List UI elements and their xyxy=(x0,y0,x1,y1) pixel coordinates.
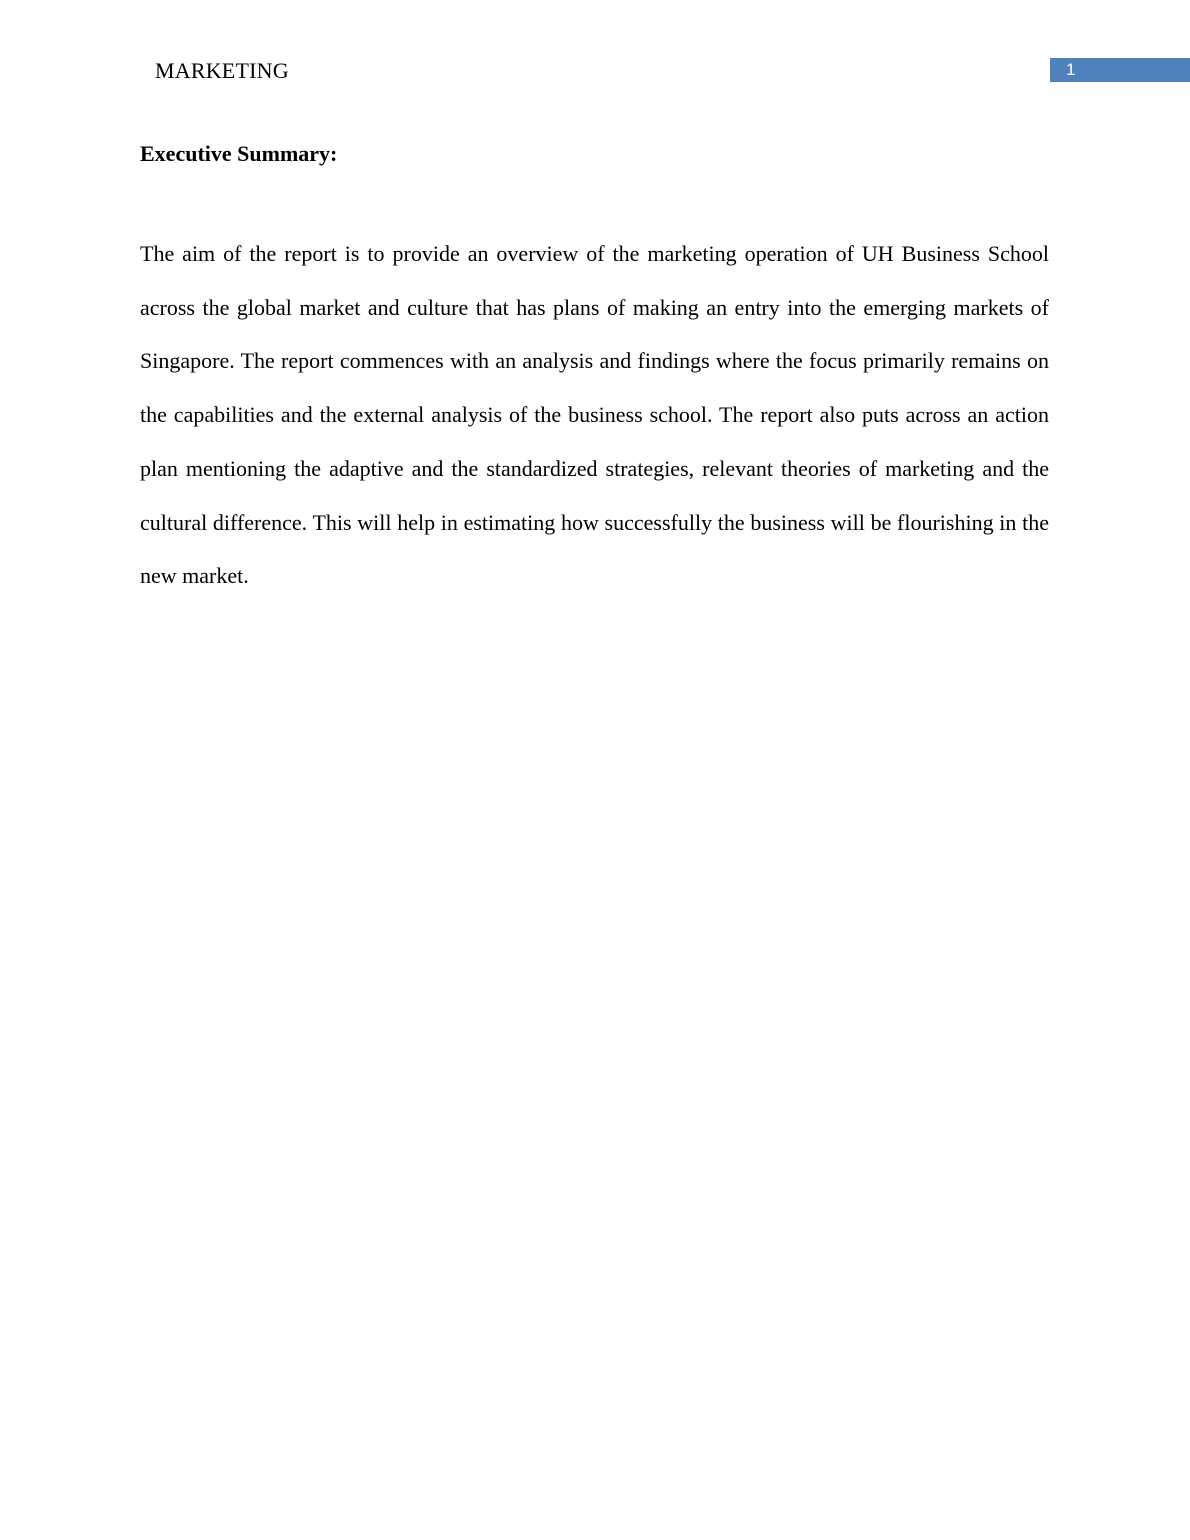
running-header-title: MARKETING xyxy=(155,58,289,83)
page-number-badge xyxy=(1050,58,1190,82)
executive-summary-paragraph: The aim of the report is to provide an overview of the marketing operation of UH Business School across the global market and culture that has plans of making an entry into the emerging markets of Singapore. The report commences with an analysis and findings where the focus primarily remains on the capabilities and the external analysis of the business school. The report also puts across an action plan mentioning the adaptive and the standardized strategies, relevant theories of marketing and the cultural difference. This will help in estimating how successfully the business will be flourishing in the new market. xyxy=(140,241,1049,589)
page-number: 1 xyxy=(1066,60,1076,79)
section-heading: Executive Summary: xyxy=(140,141,338,166)
